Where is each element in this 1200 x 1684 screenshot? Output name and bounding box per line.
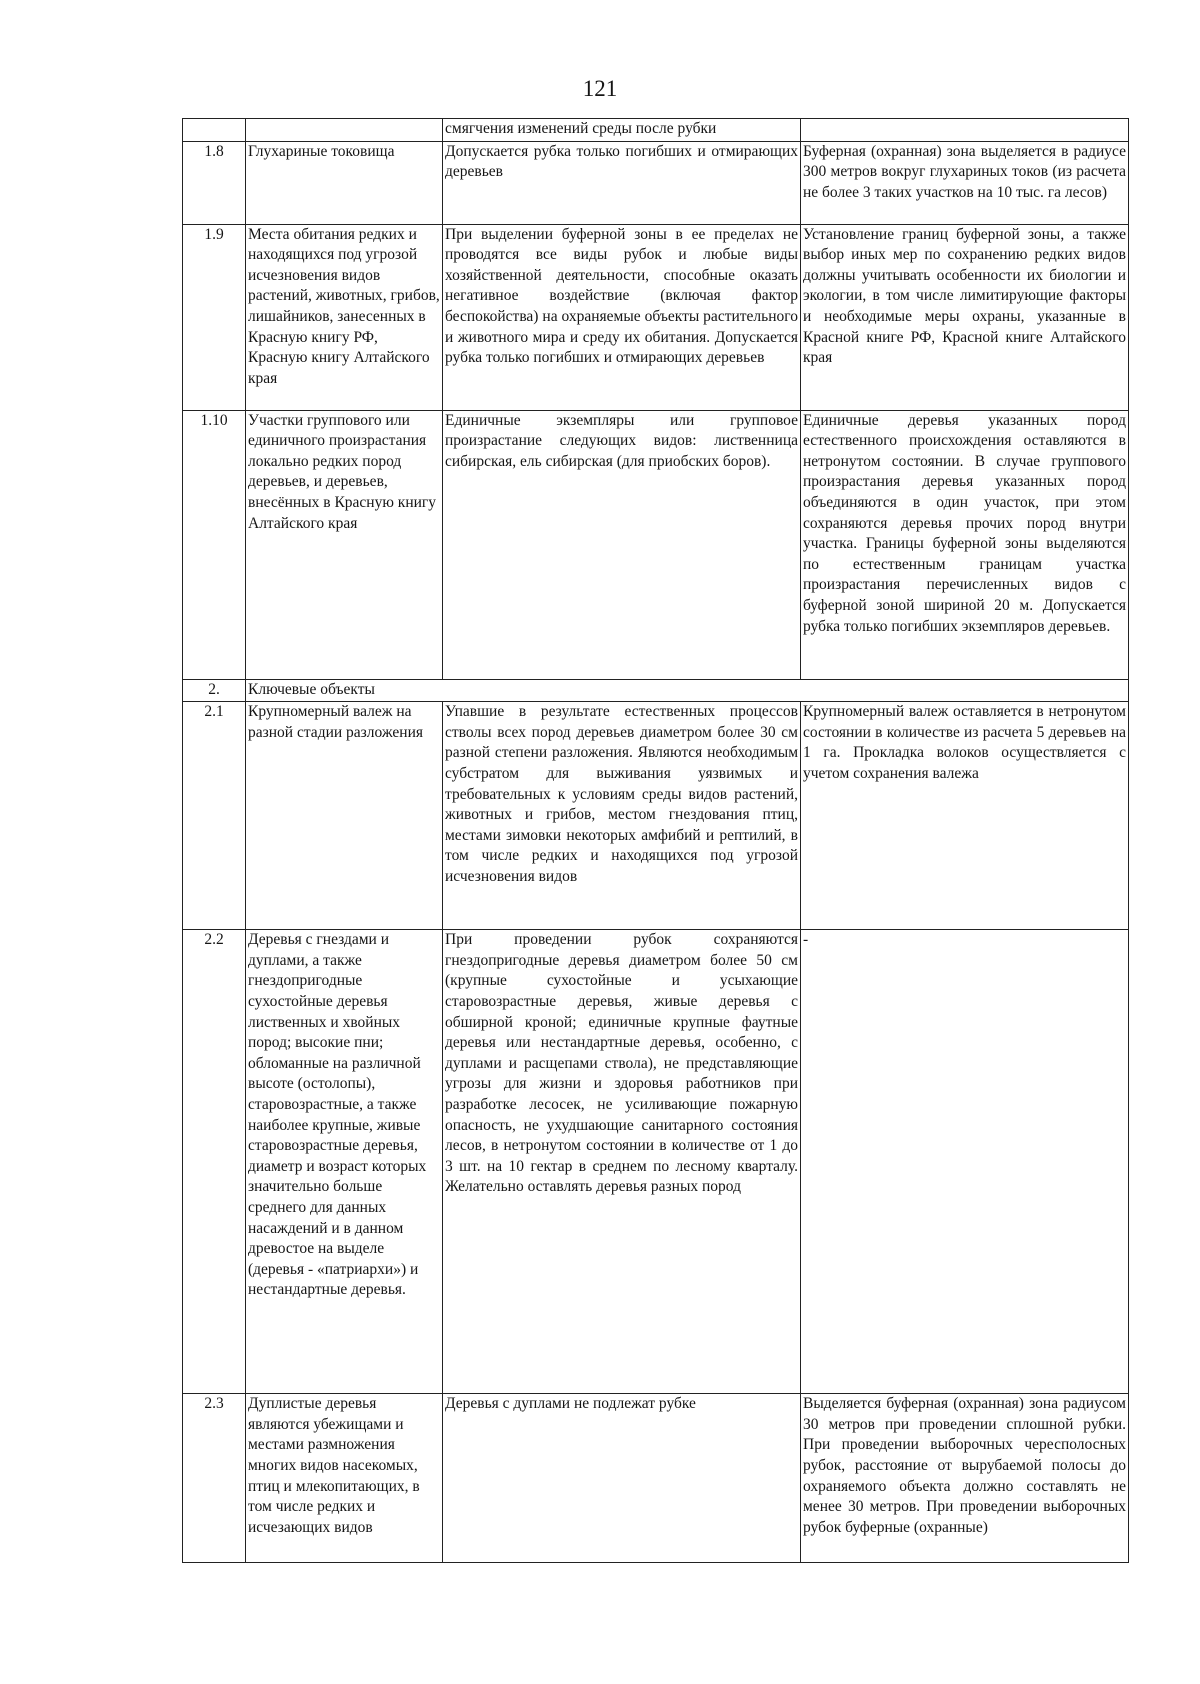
cell-measures: Установление границ буферной зоны, а также выбор иных мер по сохранению редких видов должны учитывать особенности их биологии и экологии, в том числе лимитирующие факторы и необходимые меры охраны, указанные в Красной книге РФ, Красной книге Алтайского края [801,224,1129,410]
cell-requirement: При проведении рубок сохраняются гнездопригодные деревья диаметром более 50 см (крупные сухостойные и усыхающие старовозрастные деревья, живые деревья с обширной кроной; единичные крупные фаутные деревья или нестандартные деревья, особенно, с дуплами и расщепами ствола), не представляющие угрозы для жизни и здоровья работников при разработке лесосек, не усиливающие пожарную опасность, не ухудшающие санитарного состояния лесов, в нетронутом состоянии в количестве от 1 до 3 шт. на 10 гектар в среднем по лесному кварталу. Желательно оставлять деревья разных пород [443,930,801,1394]
cell-object: Деревья с гнездами и дуплами, а также гнездопригодные сухостойные деревья лиственных и хвойных пород; высокие пни; обломанные на различной высоте (остолопы), старовозрастные, а также наиболее крупные, живые старовозрастные деревья, диаметр и возраст которых значительно больше среднего для данных насаждений и в данном древостое на выделе (деревья - «патриархи») и нестандартные деревья. [246,930,443,1394]
cell-object [246,119,443,142]
cell-measures: Крупномерный валеж оставляется в нетронутом состоянии в количестве из расчета 5 деревьев на 1 га. Прокладка волоков осуществляется с учетом сохранения валежа [801,702,1129,930]
cell-number: 2.3 [183,1394,246,1563]
table-row [183,1394,1129,1563]
section-row [183,679,1129,702]
page-number: 121 [582,76,618,101]
section-title: Ключевые объекты [246,679,1129,702]
section-number: 2. [183,679,246,702]
table-row [183,930,1129,1394]
cell-number: 2.2 [183,930,246,1394]
cell-number: 2.1 [183,702,246,930]
cell-number: 1.9 [183,224,246,410]
cell-measures [801,119,1129,142]
cell-object: Места обитания редких и находящихся под угрозой исчезновения видов растений, животных, грибов, лишайников, занесенных в Красную книгу РФ, Красную книгу Алтайского края [246,224,443,410]
cell-requirement: Единичные экземпляры или групповое произрастание следующих видов: лиственница сибирская, ель сибирская (для приобских боров). [443,410,801,679]
cell-requirement: смягчения изменений среды после рубки [443,119,801,142]
table-row [183,410,1129,679]
cell-measures: Выделяется буферная (охранная) зона радиусом 30 метров при проведении сплошной рубки. При проведении выборочных чересполосных рубок, расстояние от вырубаемой полосы до охраняемого объекта должно составлять не менее 30 метров. При проведении выборочных рубок буферные (охранные) [801,1394,1129,1563]
cell-measures: - [801,930,1129,1394]
cell-object: Участки группового или единичного произрастания локально редких пород деревьев, и деревьев, внесённых в Красную книгу Алтайского края [246,410,443,679]
cell-measures: Буферная (охранная) зона выделяется в радиусе 300 метров вокруг глухариных токов (из расчета не более 3 таких участков на 10 тыс. га лесов) [801,141,1129,224]
cell-requirement: Деревья с дуплами не подлежат рубке [443,1394,801,1563]
table-row [183,141,1129,224]
cell-number: 1.10 [183,410,246,679]
cell-requirement: Упавшие в результате естественных процессов стволы всех пород деревьев диаметром более 30 см разной степени разложения. Являются необходимым субстратом для выживания уязвимых и требовательных к условиям среды видов растений, животных и грибов, местом гнездования птиц, местами зимовки некоторых амфибий и рептилий, в том числе редких и находящихся под угрозой исчезновения видов [443,702,801,930]
cell-requirement: При выделении буферной зоны в ее пределах не проводятся все виды рубок и любые виды хозяйственной деятельности, способные оказать негативное воздействие (включая фактор беспокойства) на охраняемые объекты растительного и животного мира и среду их обитания. Допускается рубка только погибших и отмирающих деревьев [443,224,801,410]
cell-object: Глухариные токовища [246,141,443,224]
cell-object: Крупномерный валеж на разной стадии разложения [246,702,443,930]
protected-objects-table [182,118,1129,1563]
cell-object: Дуплистые деревья являются убежищами и местами размножения многих видов насекомых, птиц и млекопитающих, в том числе редких и исчезающих видов [246,1394,443,1563]
table-row [183,702,1129,930]
cell-number: 1.8 [183,141,246,224]
cell-measures: Единичные деревья указанных пород естественного происхождения оставляются в нетронутом состоянии. В случае группового произрастания деревья указанных пород объединяются в один участок, при этом сохраняются деревья прочих пород внутри участка. Границы буферной зоны выделяются по естественным границам участка произрастания перечисленных видов с буферной зоной шириной 20 м. Допускается рубка только погибших экземпляров деревьев. [801,410,1129,679]
table-row-continuation [183,119,1129,142]
cell-number [183,119,246,142]
table-row [183,224,1129,410]
cell-requirement: Допускается рубка только погибших и отмирающих деревьев [443,141,801,224]
